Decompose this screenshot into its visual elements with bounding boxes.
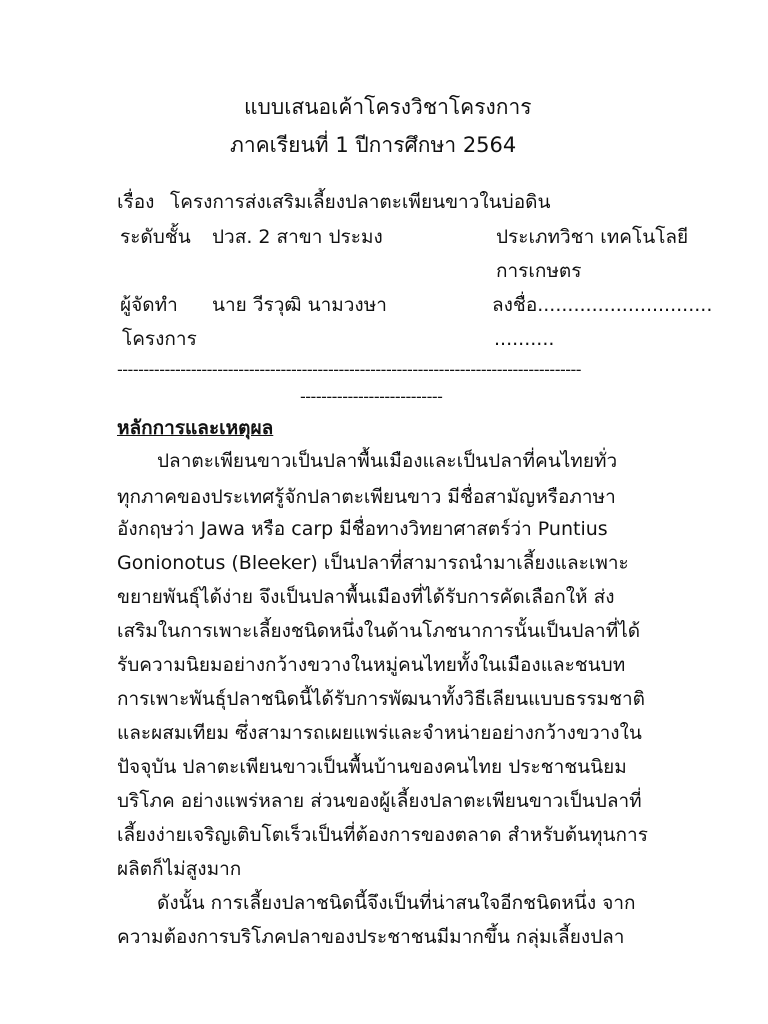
type-label: ประเภทวิชา เทคโนโลยี [496, 226, 689, 248]
level-value: ปวส. 2 สาขา ประมง [212, 226, 383, 248]
paragraph-line: อังกฤษว่า Jawa หรือ carp มีชื่อทางวิทยาศาสตร์ว่า Puntius [117, 518, 608, 540]
subject-label: เรื่อง [117, 191, 155, 213]
paragraph-line: ความต้องการบริโภคปลาของประชาชนมีมากขึ้น กลุ่มเลี้ยงปลา [117, 926, 625, 948]
paragraph-line: ดังนั้น การเลี้ยงปลาชนิดนี้จึงเป็นที่น่าสนใจอีกชนิดหนึ่ง จาก [157, 892, 636, 914]
paragraph-line: การเพาะพันธุ์ปลาชนิดนี้ได้รับการพัฒนาทั้งวิธีเลียนแบบธรรมชาติ [117, 688, 645, 710]
type-label-cont: การเกษตร [496, 260, 582, 282]
paragraph-line: Gonionotus (Bleeker) เป็นปลาที่สามารถนำมาเลี้ยงและเพาะ [117, 552, 629, 574]
paragraph-line: ปลาตะเพียนขาวเป็นปลาพื้นเมืองและเป็นปลาที่คนไทยทั่ว [157, 450, 618, 472]
signature-line-cont: .......... [494, 328, 555, 350]
paragraph-line: บริโภค อย่างแพร่หลาย ส่วนของผู้เลี้ยงปลาตะเพียนขาวเป็นปลาที่ [117, 790, 642, 812]
paragraph-line: ขยายพันธุ์ได้ง่าย จึงเป็นปลาพื้นเมืองที่ได้รับการคัดเลือกให้ ส่ง [117, 586, 615, 608]
author-label-cont: โครงการ [122, 328, 197, 350]
subject-value: โครงการส่งเสริมเลี้ยงปลาตะเพียนขาวในบ่อดิน [170, 191, 551, 213]
signature-line: ลงชื่อ............................. [492, 294, 713, 316]
divider-line-cont: --------------------------- [300, 387, 443, 406]
paragraph-line: ผลิตก็ไม่สูงมาก [117, 858, 242, 880]
paragraph-line: ทุกภาคของประเทศรู้จักปลาตะเพียนขาว มีชื่อสามัญหรือภาษา [117, 486, 616, 508]
document-subtitle: ภาคเรียนที่ 1 ปีการศึกษา 2564 [230, 133, 517, 157]
paragraph-line: เลี้ยงง่ายเจริญเติบโตเร็วเป็นที่ต้องการของตลาด สำหรับต้นทุนการ [117, 824, 648, 846]
paragraph-line: รับความนิยมอย่างกว้างขวางในหมู่คนไทยทั้งในเมืองและชนบท [117, 654, 626, 676]
author-label: ผู้จัดทำ [120, 294, 178, 316]
paragraph-line: ปัจจุบัน ปลาตะเพียนขาวเป็นพื้นบ้านของคนไทย ประชาชนนิยม [117, 756, 627, 778]
section-heading: หลักการและเหตุผล [117, 417, 274, 439]
paragraph-line: เสริมในการเพาะเลี้ยงชนิดหนึ่งในด้านโภชนาการนั้นเป็นปลาที่ได้ [117, 620, 641, 642]
divider-line: ---------------------------------------------------------------------------------------- [117, 360, 582, 379]
level-label: ระดับชั้น [120, 226, 191, 248]
paragraph-line: และผสมเทียม ซึ่งสามารถเผยแพร่และจำหน่ายอย่างกว้างขวางใน [117, 722, 642, 744]
author-name: นาย วีรวุฒิ นามวงษา [212, 294, 387, 316]
document-title: แบบเสนอเค้าโครงวิชาโครงการ [244, 95, 532, 119]
